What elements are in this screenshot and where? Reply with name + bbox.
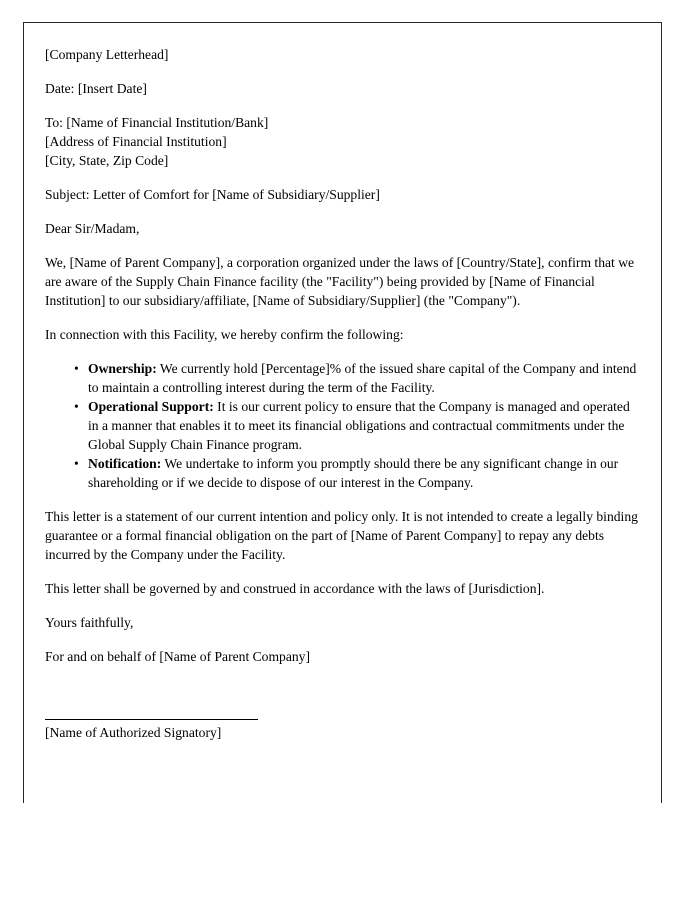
recipient-line-1: To: [Name of Financial Institution/Bank]	[45, 115, 269, 130]
company-letterhead: [Company Letterhead]	[45, 47, 169, 62]
signature-line	[45, 719, 258, 720]
signature-space	[45, 681, 641, 719]
opening-paragraph: We, [Name of Parent Company], a corporation organized under the laws of [Country/State], confirm that we are aware of the Supply Chain Finance facility (the "Facility") being provided by [Name of Financial Institution] to our subsidiary/affiliate, [Name of Subsidiary/Supplier] (the "Company").	[45, 255, 635, 308]
list-item	[45, 454, 641, 492]
subject-line: Subject: Letter of Comfort for [Name of Subsidiary/Supplier]	[45, 187, 380, 202]
list-item-text: We currently hold [Percentage]% of the issued share capital of the Company and intend to maintain a controlling interest during the term of the Facility.	[88, 361, 637, 395]
list-item-text: It is our current policy to ensure that the Company is managed and operated in a manner that enables it to meet its financial obligations and contractual commitments under the Global Supply Chain Finance program.	[88, 399, 630, 452]
governing-law-paragraph: This letter shall be governed by and construed in accordance with the laws of [Jurisdiction].	[45, 581, 545, 596]
recipient-address-block	[45, 113, 641, 170]
list-item-label: Ownership:	[88, 361, 157, 376]
list-item-text: We undertake to inform you promptly should there be any significant change in our shareholding or if we decide to dispose of our interest in the Company.	[88, 456, 619, 490]
list-item-label: Notification:	[88, 456, 162, 471]
on-behalf-of-line: For and on behalf of [Name of Parent Company]	[45, 649, 311, 664]
confirmations-list	[45, 359, 641, 492]
list-item	[45, 359, 641, 397]
recipient-line-3: [City, State, Zip Code]	[45, 153, 169, 168]
document-body	[24, 23, 661, 742]
confirmations-lead-in: In connection with this Facility, we hereby confirm the following:	[45, 327, 404, 342]
recipient-line-2: [Address of Financial Institution]	[45, 134, 227, 149]
disclaimer-paragraph: This letter is a statement of our current intention and policy only. It is not intended to create a legally binding guarantee or a formal financial obligation on the part of [Name of Parent Company] to repay any debts incurred by the Company under the Facility.	[45, 509, 638, 562]
list-item-label: Operational Support:	[88, 399, 214, 414]
signatory-name: [Name of Authorized Signatory]	[45, 725, 222, 740]
document-page	[23, 22, 662, 803]
date-line: Date: [Insert Date]	[45, 81, 147, 96]
list-item	[45, 397, 641, 454]
salutation: Dear Sir/Madam,	[45, 221, 140, 236]
closing-salutation: Yours faithfully,	[45, 615, 134, 630]
